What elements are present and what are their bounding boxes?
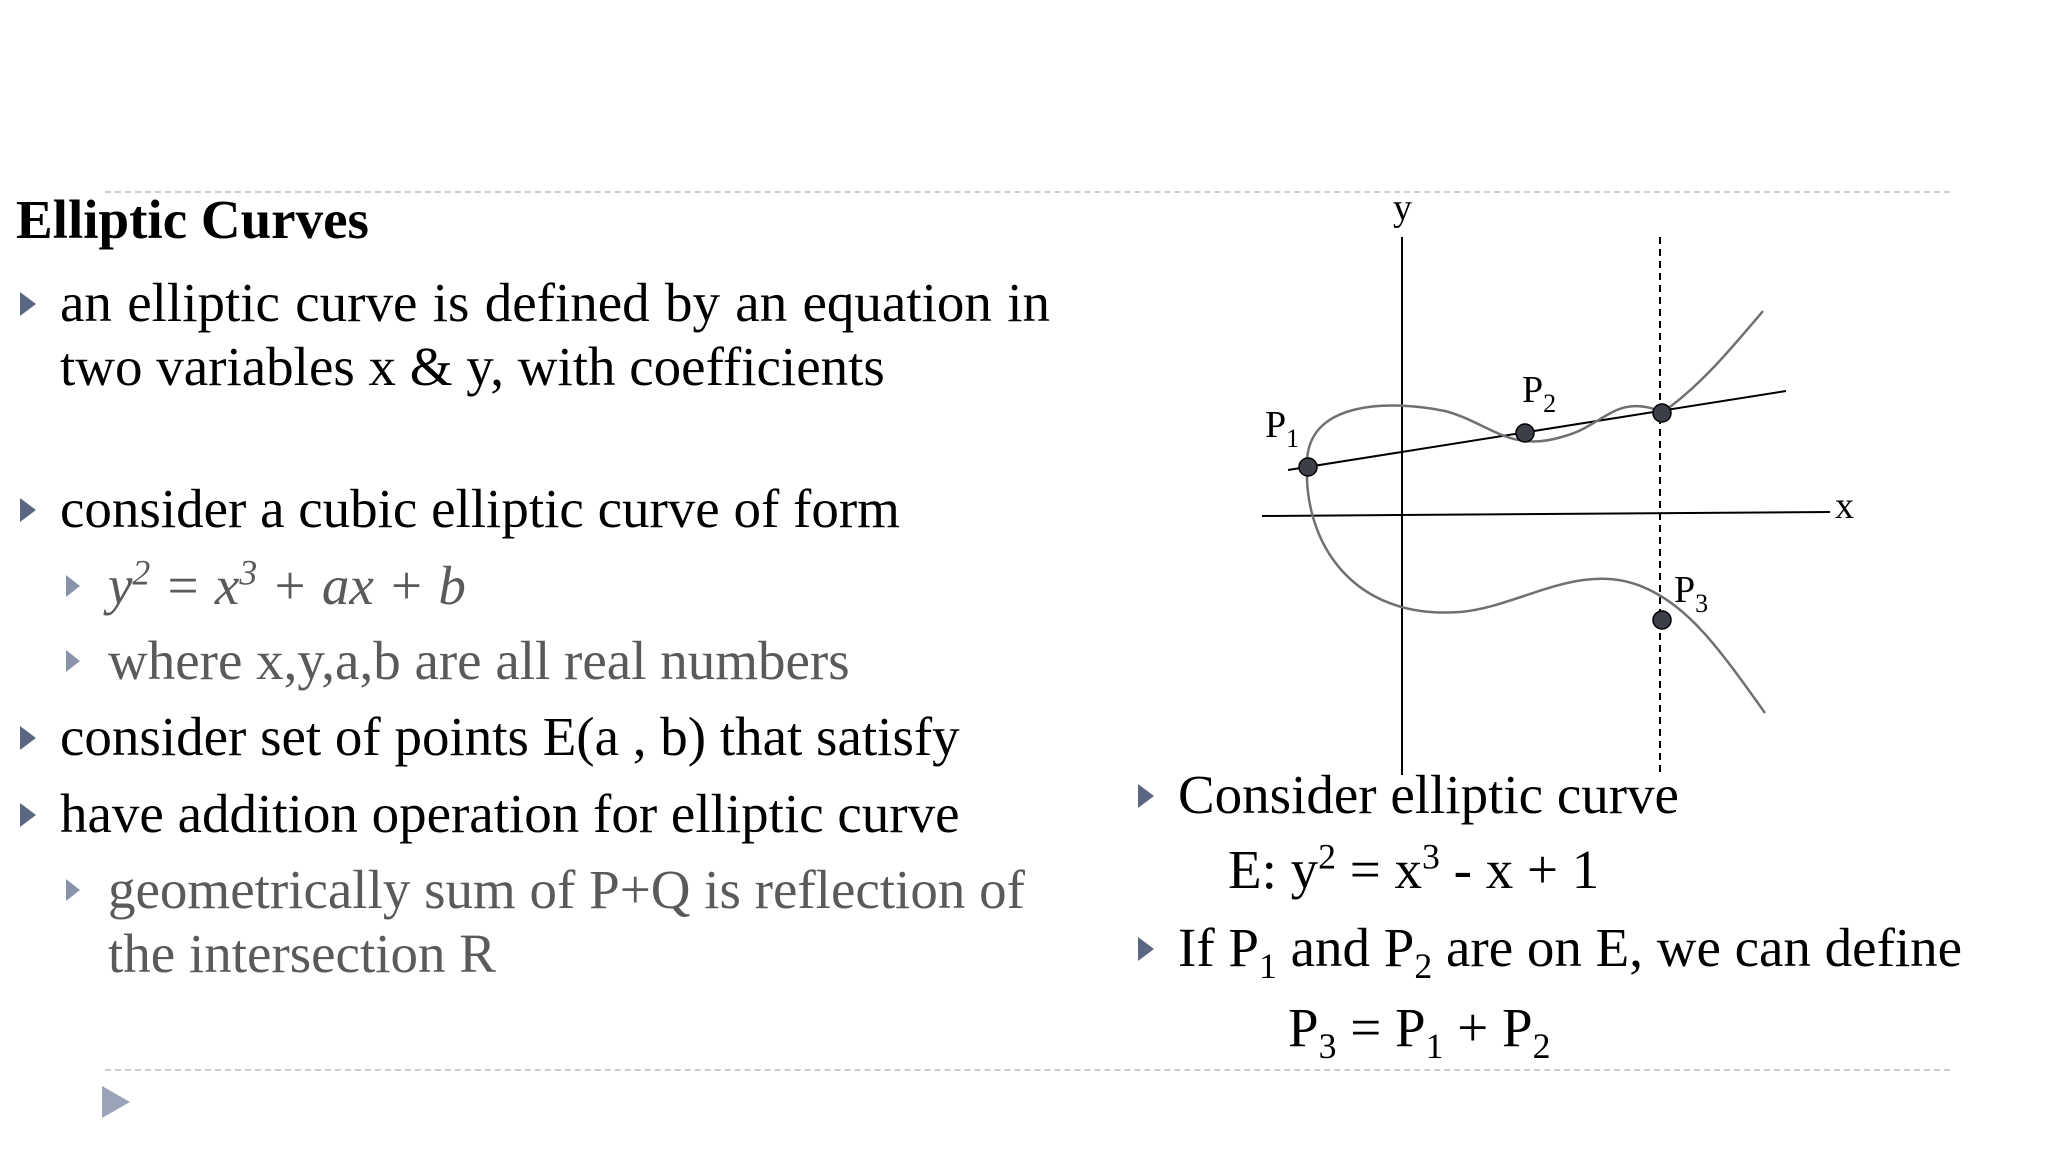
bullet-arrow-icon xyxy=(20,498,36,522)
point-p3 xyxy=(1653,611,1671,629)
subscript: 1 xyxy=(1425,1026,1444,1066)
label-p1: $P_1$ xyxy=(1265,404,1300,453)
bullet-arrow-icon xyxy=(66,575,80,597)
text-part: + P xyxy=(1443,997,1533,1058)
bullet-arrow-icon xyxy=(20,803,36,827)
bullet-cubic-form xyxy=(60,477,1050,541)
equation-rest: + ax + b xyxy=(257,555,466,616)
point-p2 xyxy=(1516,424,1534,442)
equation-equals: = xyxy=(150,555,215,616)
subscript: 1 xyxy=(1258,946,1277,986)
x-axis-label: x xyxy=(1835,485,1854,527)
equation-exp-3: 3 xyxy=(239,552,258,593)
subscript: 3 xyxy=(1318,1026,1337,1066)
equation-exp-2: 2 xyxy=(132,552,151,593)
subbullet-real-numbers xyxy=(108,629,1050,693)
bullet-curve-definition xyxy=(60,271,1050,399)
text-part: and P xyxy=(1276,917,1415,978)
bullet-text: consider a cubic elliptic curve of form xyxy=(60,478,900,539)
label-p3: $P_3$ xyxy=(1674,569,1709,618)
bullet-text: where x,y,a,b are all real numbers xyxy=(108,630,850,691)
text-part: are on E, we can define xyxy=(1432,917,1963,978)
subbullet-equation xyxy=(108,554,1050,618)
point-p1 xyxy=(1299,458,1317,476)
bullet-text: geometrically sum of P+Q is reflection of the intersection R xyxy=(108,859,1025,984)
bullet-arrow-icon xyxy=(66,650,80,672)
curve-eq-prefix: E: y xyxy=(1228,839,1319,900)
bullet-arrow-icon xyxy=(66,879,80,901)
bullet-point-set xyxy=(60,705,1050,769)
equation-y: y xyxy=(108,555,133,616)
curve-equation xyxy=(1228,838,1599,902)
right-bullet-define-sum xyxy=(1178,916,1963,986)
text-part: If P xyxy=(1178,917,1259,978)
slide-marker-icon xyxy=(102,1086,130,1118)
bullet-text: consider set of points E(a , b) that satisfy xyxy=(60,706,960,767)
bullet-text: have addition operation for elliptic curve xyxy=(60,783,960,844)
bullet-text: Consider elliptic curve xyxy=(1178,764,1679,825)
slide-title: Elliptic Curves xyxy=(16,189,369,250)
bottom-divider xyxy=(105,1069,1950,1071)
elliptic-curve-diagram xyxy=(1220,180,1900,780)
text-part: = P xyxy=(1336,997,1426,1058)
equation-x: x xyxy=(214,555,240,616)
bullet-arrow-icon xyxy=(20,292,36,316)
curve-eq-suffix: - x + 1 xyxy=(1439,839,1600,900)
bullet-text: an elliptic curve is defined by an equation in two variables x & y, with coefficients xyxy=(60,272,1050,397)
sum-formula xyxy=(1288,996,1551,1066)
subscript: 2 xyxy=(1532,1026,1551,1066)
label-p2: $P_2$ xyxy=(1522,369,1557,418)
subbullet-geometric-sum xyxy=(108,858,1050,986)
bullet-arrow-icon xyxy=(20,726,36,750)
text-part: P xyxy=(1288,997,1319,1058)
point-intersection xyxy=(1653,404,1671,422)
bullet-arrow-icon xyxy=(1138,937,1154,961)
curve-eq-exp-2: 2 xyxy=(1318,836,1337,877)
subscript: 2 xyxy=(1414,946,1433,986)
curve-eq-mid: = x xyxy=(1336,839,1423,900)
curve-eq-exp-3: 3 xyxy=(1422,836,1440,877)
bullet-arrow-icon xyxy=(1138,784,1154,808)
x-axis xyxy=(1262,512,1830,516)
bullet-addition-operation xyxy=(60,782,1050,846)
y-axis-label: y xyxy=(1393,187,1412,229)
